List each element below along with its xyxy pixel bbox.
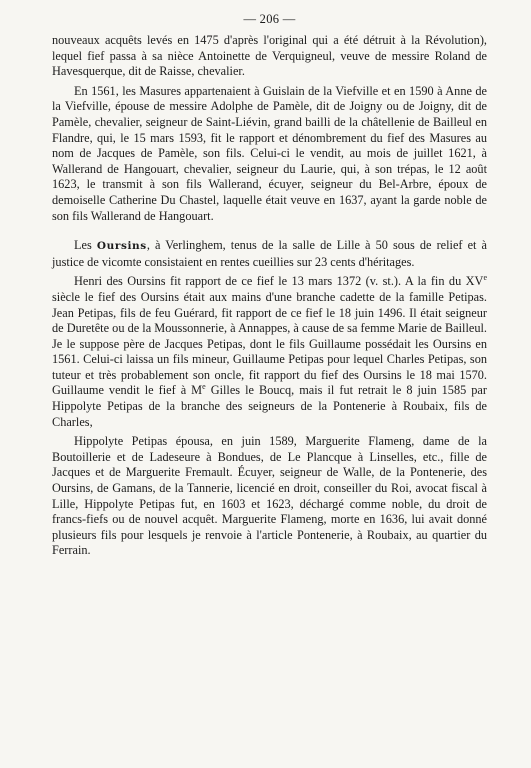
century-superscript: e — [483, 273, 487, 283]
paragraph-4 — [52, 274, 487, 430]
paragraph-1: nouveaux acquêts levés en 1475 d'après l'original qui a été détruit à la Révolution), lequel fief passa à sa nièce Antoinette de Verquigneul, veuve de messire Roland de Havesquerque, dit de Raisse, chevalier. — [52, 33, 487, 79]
section-gap — [52, 224, 487, 238]
entry-text: , à Verlinghem, tenus de la salle de Lille à 50 sous de relief et à justice de vicomte consistaient en rentes cueillies sur 23 cents d'héritages. — [52, 238, 487, 269]
lead-text: Les — [74, 238, 97, 253]
paragraph-4-part-1: Henri des Oursins fit rapport de ce fief le 13 mars 1372 (v. st.). A la fin du XV — [74, 274, 484, 289]
paragraph-5: Hippolyte Petipas épousa, en juin 1589, Marguerite Flameng, dame de la Boutoillerie et de Ladeseure à Bondues, de Le Plancque à Linselles, etc., fille de Jacques et de Marguerite Fremault. Écuyer, seigneur de Walle, de la Pontenerie, des Oursins, de Gamans, de la Tannerie, licencié en droit, conseiller du Roi, avocat fiscal à Lille, Hippolyte Petipas fut, en 1603 et 1623, déchargé comme noble, du droit de francs-fiefs ou de nouvel acquêt. Marguerite Flameng, morte en 1636, lui avait donné plusieurs fils pour lesquels je renvoie à l'article Pontenerie, à Roubaix, au quartier du Ferrain. — [52, 434, 487, 558]
paragraph-oursins-heading — [52, 238, 487, 270]
maitre-superscript: e — [202, 382, 206, 392]
paragraph-2: En 1561, les Masures appartenaient à Guislain de la Viefville et en 1590 à Anne de la Viefville, épouse de messire Adolphe de Pamèle, dit de Joigny ou de Joigny, dit de Pamèle, chevalier, seigneur de Saint-Liévin, grand bailli de la châtellenie de Bailleul en Flandre, qui, le 15 mars 1593, fit le rapport et dénombrement du fief des Masures au nom de Jacques de Pamèle, son fils. Celui-ci le vendit, au mois de juillet 1621, à Wallerand de Hangouart, chevalier, seigneur du Laurie, qui, à son trépas, le 12 août 1623, le transmit à son fils Wallerand, écuyer, seigneur du Bel-Arbre, époux de demoiselle Catherine Du Chastel, laquelle était veuve en 1637, ayant la garde noble de son fils Wallerand de Hangouart. — [52, 83, 487, 223]
paragraph-4-part-3: Gilles le Boucq, mais il fut retrait le 8 juin 1585 par Hippolyte Petipas de la branche des seigneurs de la Pontenerie à Roubaix, fils de Charles, — [52, 383, 487, 429]
page-number: — 206 — — [243, 12, 296, 26]
entry-term: Oursins — [96, 240, 147, 253]
paragraph-4-part-2: siècle le fief des Oursins était aux mains d'une branche cadette de la famille Petipas. Jean Petipas, fils de feu Guérard, fit rapport de ce fief le 18 juin 1496. Il était seigneur de Duretête ou de la Moussonnerie, à Annappes, à cause de sa femme Marie de Bailleul. Je le suppose père de Jacques Petipas, dont le fils Guillaume possédait les Oursins en 1561. Celui-ci laissa un fils mineur, Guillaume Petipas pour lequel Charles Petipas, son tuteur et très probablement son oncle, fit rapport du fief des Oursins le 18 mai 1570. Guillaume vendit le fief à M — [52, 289, 487, 398]
